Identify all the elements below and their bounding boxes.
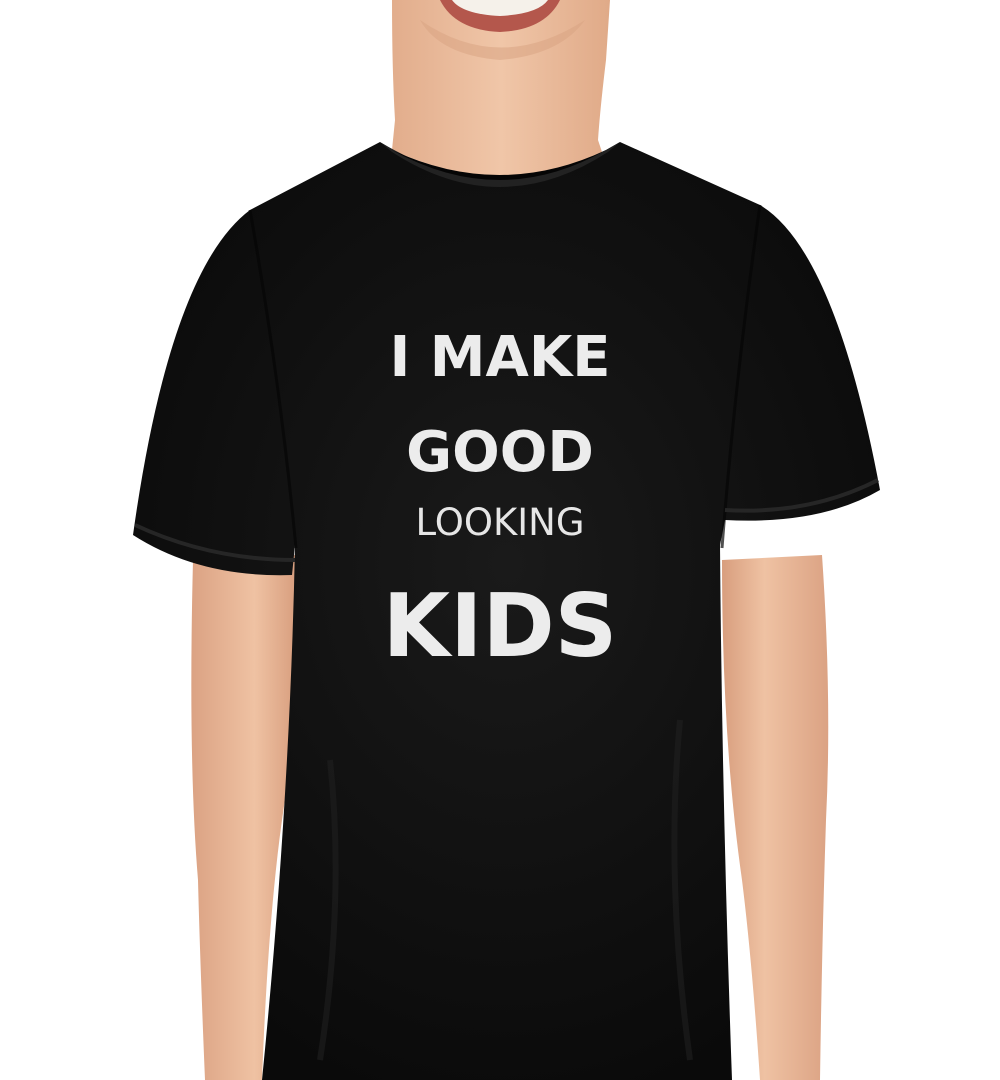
print-text-line-2: GOOD [406,420,594,485]
print-text-line-3: LOOKING [415,501,585,544]
print-text-line-1: I MAKE [389,325,611,390]
print-text-line-4: KIDS [382,575,618,677]
